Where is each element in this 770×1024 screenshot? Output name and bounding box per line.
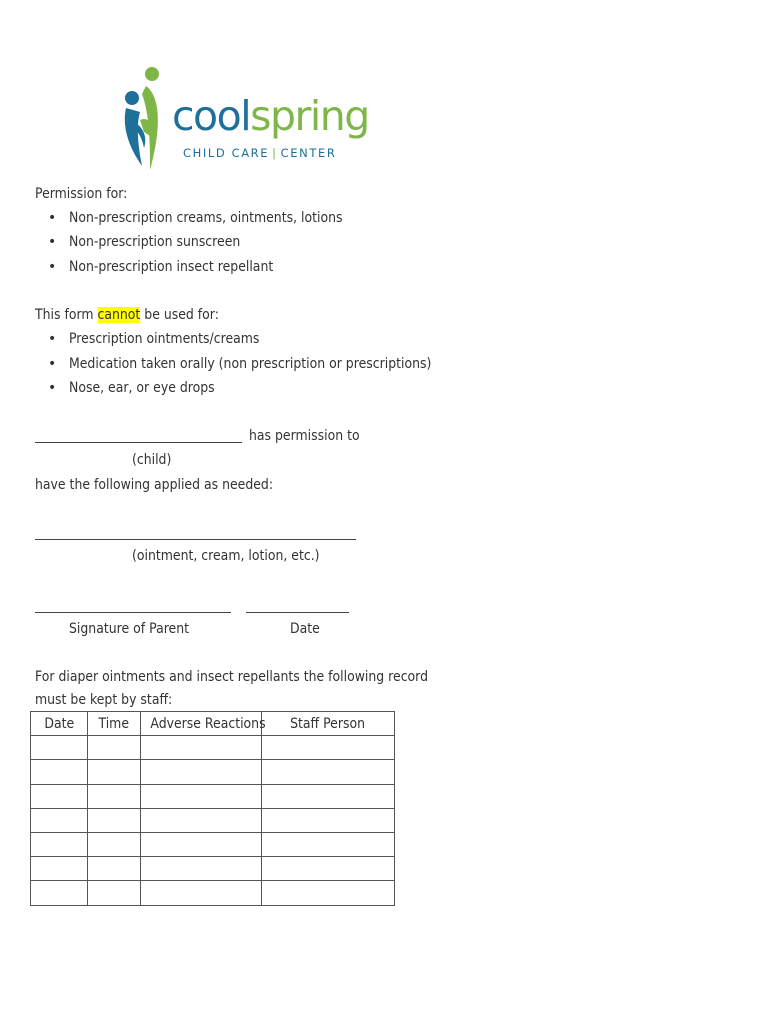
column-header-adverse-reactions: Adverse Reactions	[141, 712, 262, 736]
table-cell[interactable]	[31, 881, 88, 905]
logo-subtitle-part1: CHILD CARE	[183, 146, 270, 160]
table-cell[interactable]	[141, 857, 262, 881]
date-label: Date	[290, 621, 320, 637]
table-cell[interactable]	[88, 857, 141, 881]
table-row	[31, 760, 395, 784]
bullet-icon: •	[48, 356, 57, 372]
table-cell[interactable]	[141, 784, 262, 808]
table-row	[31, 857, 395, 881]
table-cell[interactable]	[262, 832, 395, 856]
restrictions-heading	[35, 306, 219, 324]
table-cell[interactable]	[262, 857, 395, 881]
table-header-row	[31, 712, 395, 736]
date-line[interactable]	[246, 612, 349, 613]
has-permission-text: has permission to	[249, 428, 360, 444]
column-header-date: Date	[31, 712, 88, 736]
figures-logo-icon	[120, 66, 180, 176]
coolspring-logo	[120, 66, 369, 176]
table-cell[interactable]	[141, 808, 262, 832]
restrictions-heading-suffix: be used for:	[140, 307, 219, 323]
signature-label: Signature of Parent	[69, 621, 190, 637]
table-cell[interactable]	[31, 784, 88, 808]
logo-word-spring: spring	[250, 92, 369, 140]
permission-item: Non-prescription sunscreen	[69, 234, 241, 250]
product-line[interactable]	[35, 539, 356, 540]
table-cell[interactable]	[141, 881, 262, 905]
bullet-icon: •	[48, 380, 57, 396]
logo-subtitle-part2: CENTER	[280, 146, 337, 160]
table-row	[31, 736, 395, 760]
logo-wordmark	[172, 92, 369, 140]
product-label: (ointment, cream, lotion, etc.)	[132, 548, 320, 564]
table-cell[interactable]	[31, 857, 88, 881]
restriction-item: Medication taken orally (non prescription or prescriptions)	[69, 356, 432, 372]
table-cell[interactable]	[141, 736, 262, 760]
permission-item: Non-prescription creams, ointments, lotions	[69, 210, 343, 226]
table-cell[interactable]	[88, 784, 141, 808]
table-cell[interactable]	[88, 760, 141, 784]
staff-record-table	[30, 711, 395, 906]
table-cell[interactable]	[88, 736, 141, 760]
table-cell[interactable]	[88, 808, 141, 832]
record-intro-line1: For diaper ointments and insect repellants the following record	[35, 669, 429, 685]
table-cell[interactable]	[262, 784, 395, 808]
table-cell[interactable]	[141, 832, 262, 856]
parent-signature-line[interactable]	[35, 612, 231, 613]
table-row	[31, 784, 395, 808]
table-cell[interactable]	[88, 832, 141, 856]
bullet-icon: •	[48, 234, 57, 250]
table-cell[interactable]	[31, 736, 88, 760]
table-row	[31, 881, 395, 905]
permission-heading: Permission for:	[35, 186, 128, 202]
logo-subtitle: CHILD CARE | CENTER	[183, 146, 337, 160]
table-cell[interactable]	[262, 808, 395, 832]
table-cell[interactable]	[262, 736, 395, 760]
permission-item: Non-prescription insect repellant	[69, 259, 274, 275]
table-cell[interactable]	[88, 881, 141, 905]
child-name-line[interactable]	[35, 442, 242, 443]
logo-word-cool: cool	[172, 92, 251, 140]
column-header-time: Time	[88, 712, 141, 736]
highlighted-cannot: cannot	[97, 307, 141, 323]
table-cell[interactable]	[31, 808, 88, 832]
restriction-item: Prescription ointments/creams	[69, 331, 260, 347]
bullet-icon: •	[48, 210, 57, 226]
column-header-staff-person: Staff Person	[262, 712, 395, 736]
table-row	[31, 808, 395, 832]
table-cell[interactable]	[31, 832, 88, 856]
table-row	[31, 832, 395, 856]
table-cell[interactable]	[262, 881, 395, 905]
applied-as-needed-text: have the following applied as needed:	[35, 477, 274, 493]
bullet-icon: •	[48, 259, 57, 275]
table-cell[interactable]	[31, 760, 88, 784]
restrictions-heading-prefix: This form	[35, 307, 98, 323]
table-cell[interactable]	[141, 760, 262, 784]
child-label: (child)	[132, 452, 172, 468]
table-cell[interactable]	[262, 760, 395, 784]
record-intro-line2: must be kept by staff:	[35, 692, 173, 708]
restriction-item: Nose, ear, or eye drops	[69, 380, 215, 396]
bullet-icon: •	[48, 331, 57, 347]
